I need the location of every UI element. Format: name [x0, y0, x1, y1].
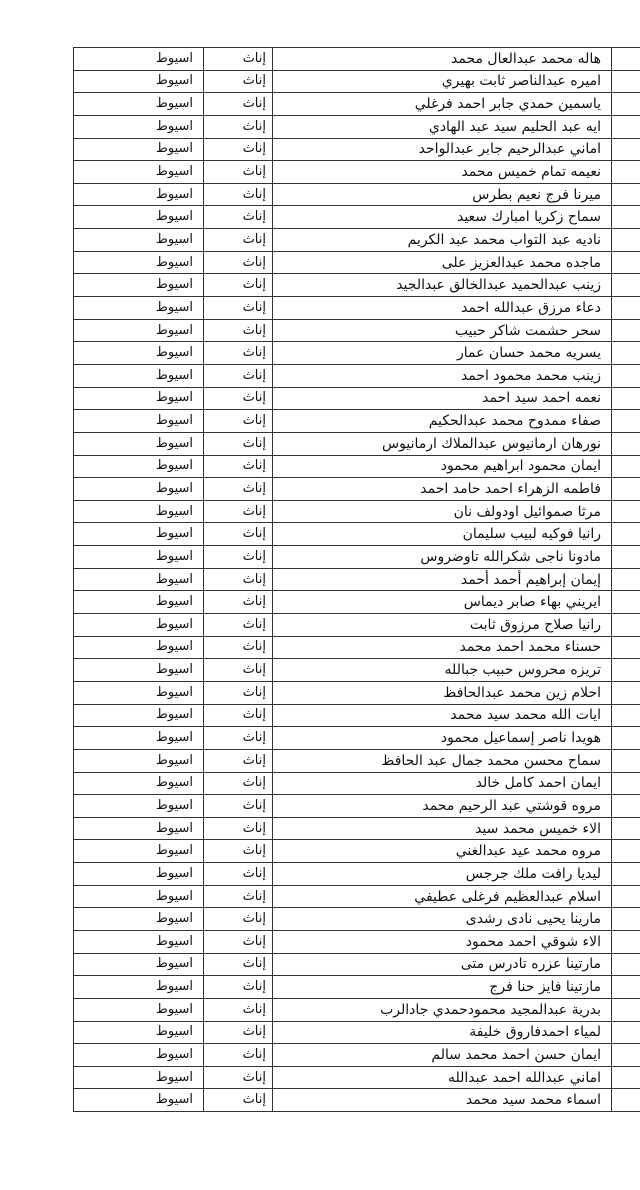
table-row: [74, 727, 640, 750]
city-cell: اسيوط: [74, 1066, 204, 1089]
empty-cell: [612, 704, 640, 727]
table-row: [74, 319, 640, 342]
name-cell: صفاء ممدوح محمد عبدالحكيم: [273, 410, 612, 433]
empty-cell: [612, 727, 640, 750]
city-cell: اسيوط: [74, 523, 204, 546]
table-row: [74, 817, 640, 840]
records-table-body: [74, 48, 640, 1112]
table-row: [74, 885, 640, 908]
name-cell: لمياء احمدفاروق خليفة: [273, 1021, 612, 1044]
city-cell: اسيوط: [74, 976, 204, 999]
gender-cell: إناث: [204, 614, 273, 637]
name-cell: نعمه احمد سيد احمد: [273, 387, 612, 410]
table-row: [74, 840, 640, 863]
gender-cell: إناث: [204, 115, 273, 138]
city-cell: اسيوط: [74, 342, 204, 365]
table-row: [74, 863, 640, 886]
table-row: [74, 478, 640, 501]
gender-cell: إناث: [204, 229, 273, 252]
empty-cell: [612, 772, 640, 795]
gender-cell: إناث: [204, 1066, 273, 1089]
city-cell: اسيوط: [74, 749, 204, 772]
gender-cell: إناث: [204, 161, 273, 184]
city-cell: اسيوط: [74, 953, 204, 976]
name-cell: مادونا ناجى شكرالله تاوضروس: [273, 546, 612, 569]
empty-cell: [612, 229, 640, 252]
gender-cell: إناث: [204, 500, 273, 523]
gender-cell: إناث: [204, 863, 273, 886]
table-row: [74, 953, 640, 976]
name-cell: رانيا صلاح مرزوق ثابت: [273, 614, 612, 637]
table-row: [74, 659, 640, 682]
city-cell: اسيوط: [74, 568, 204, 591]
empty-cell: [612, 568, 640, 591]
city-cell: اسيوط: [74, 93, 204, 116]
city-cell: اسيوط: [74, 614, 204, 637]
empty-cell: [612, 885, 640, 908]
table-row: [74, 342, 640, 365]
city-cell: اسيوط: [74, 70, 204, 93]
table-row: [74, 297, 640, 320]
table-row: [74, 70, 640, 93]
gender-cell: إناث: [204, 885, 273, 908]
gender-cell: إناث: [204, 681, 273, 704]
table-row: [74, 115, 640, 138]
table-row: [74, 251, 640, 274]
empty-cell: [612, 591, 640, 614]
city-cell: اسيوط: [74, 229, 204, 252]
gender-cell: إناث: [204, 772, 273, 795]
table-row: [74, 93, 640, 116]
empty-cell: [612, 953, 640, 976]
city-cell: اسيوط: [74, 500, 204, 523]
city-cell: اسيوط: [74, 319, 204, 342]
empty-cell: [612, 274, 640, 297]
gender-cell: إناث: [204, 70, 273, 93]
empty-cell: [612, 1021, 640, 1044]
empty-cell: [612, 319, 640, 342]
city-cell: اسيوط: [74, 161, 204, 184]
gender-cell: إناث: [204, 319, 273, 342]
empty-cell: [612, 70, 640, 93]
name-cell: اماني عبدالله احمد عبدالله: [273, 1066, 612, 1089]
empty-cell: [612, 749, 640, 772]
gender-cell: إناث: [204, 297, 273, 320]
city-cell: اسيوط: [74, 206, 204, 229]
table-row: [74, 546, 640, 569]
name-cell: ايات الله محمد سيد محمد: [273, 704, 612, 727]
gender-cell: إناث: [204, 998, 273, 1021]
name-cell: اسماء محمد سيد محمد: [273, 1089, 612, 1112]
table-row: [74, 998, 640, 1021]
empty-cell: [612, 342, 640, 365]
city-cell: اسيوط: [74, 251, 204, 274]
table-row: [74, 1089, 640, 1112]
name-cell: ايمان محمود ابراهيم محمود: [273, 455, 612, 478]
name-cell: فاطمه الزهراء احمد حامد احمد: [273, 478, 612, 501]
table-row: [74, 614, 640, 637]
empty-cell: [612, 976, 640, 999]
city-cell: اسيوط: [74, 138, 204, 161]
name-cell: هاله محمد عبدالعال محمد: [273, 48, 612, 71]
city-cell: اسيوط: [74, 455, 204, 478]
name-cell: ماجده محمد عبدالعزيز على: [273, 251, 612, 274]
empty-cell: [612, 93, 640, 116]
table-row: [74, 183, 640, 206]
gender-cell: إناث: [204, 432, 273, 455]
city-cell: اسيوط: [74, 1089, 204, 1112]
name-cell: ايريني بهاء صابر ديماس: [273, 591, 612, 614]
gender-cell: إناث: [204, 251, 273, 274]
gender-cell: إناث: [204, 817, 273, 840]
table-row: [74, 1066, 640, 1089]
table-row: [74, 364, 640, 387]
table-row: [74, 229, 640, 252]
table-row: [74, 1021, 640, 1044]
gender-cell: إناث: [204, 795, 273, 818]
city-cell: اسيوط: [74, 115, 204, 138]
name-cell: زينب محمد محمود احمد: [273, 364, 612, 387]
table-row: [74, 795, 640, 818]
gender-cell: إناث: [204, 364, 273, 387]
empty-cell: [612, 115, 640, 138]
gender-cell: إناث: [204, 930, 273, 953]
table-row: [74, 410, 640, 433]
name-cell: نورهان ارمانيوس عبدالملاك ارمانيوس: [273, 432, 612, 455]
gender-cell: إناث: [204, 410, 273, 433]
table-row: [74, 432, 640, 455]
name-cell: ايمان احمد كامل خالد: [273, 772, 612, 795]
table-row: [74, 1044, 640, 1067]
gender-cell: إناث: [204, 206, 273, 229]
name-cell: ميرنا فرج نعيم بطرس: [273, 183, 612, 206]
table-row: [74, 455, 640, 478]
table-row: [74, 976, 640, 999]
empty-cell: [612, 930, 640, 953]
empty-cell: [612, 1044, 640, 1067]
empty-cell: [612, 387, 640, 410]
city-cell: اسيوط: [74, 681, 204, 704]
empty-cell: [612, 908, 640, 931]
empty-cell: [612, 161, 640, 184]
empty-cell: [612, 998, 640, 1021]
empty-cell: [612, 795, 640, 818]
empty-cell: [612, 478, 640, 501]
name-cell: اسلام عبدالعظيم فرغلى عطيفي: [273, 885, 612, 908]
gender-cell: إناث: [204, 953, 273, 976]
table-row: [74, 636, 640, 659]
name-cell: ناديه عبد التواب محمد عبد الكريم: [273, 229, 612, 252]
empty-cell: [612, 183, 640, 206]
gender-cell: إناث: [204, 840, 273, 863]
city-cell: اسيوط: [74, 863, 204, 886]
gender-cell: إناث: [204, 546, 273, 569]
gender-cell: إناث: [204, 478, 273, 501]
name-cell: تريزه محروس حبيب جبالله: [273, 659, 612, 682]
table-row: [74, 908, 640, 931]
gender-cell: إناث: [204, 659, 273, 682]
city-cell: اسيوط: [74, 636, 204, 659]
gender-cell: إناث: [204, 908, 273, 931]
city-cell: اسيوط: [74, 659, 204, 682]
name-cell: مروه قوشتي عبد الرحيم محمد: [273, 795, 612, 818]
table-row: [74, 930, 640, 953]
city-cell: اسيوط: [74, 772, 204, 795]
table-row: [74, 138, 640, 161]
empty-cell: [612, 500, 640, 523]
name-cell: هويدا ناصر إسماعيل محمود: [273, 727, 612, 750]
table-row: [74, 500, 640, 523]
name-cell: ليديا رافت ملك جرجس: [273, 863, 612, 886]
city-cell: اسيوط: [74, 998, 204, 1021]
gender-cell: إناث: [204, 704, 273, 727]
name-cell: بدرية عبدالمجيد محمودحمدي جادالرب: [273, 998, 612, 1021]
city-cell: اسيوط: [74, 387, 204, 410]
city-cell: اسيوط: [74, 817, 204, 840]
gender-cell: إناث: [204, 48, 273, 71]
name-cell: إيمان إبراهيم أحمد أحمد: [273, 568, 612, 591]
gender-cell: إناث: [204, 568, 273, 591]
empty-cell: [612, 410, 640, 433]
gender-cell: إناث: [204, 1044, 273, 1067]
empty-cell: [612, 681, 640, 704]
table-row: [74, 591, 640, 614]
gender-cell: إناث: [204, 523, 273, 546]
city-cell: اسيوط: [74, 183, 204, 206]
gender-cell: إناث: [204, 591, 273, 614]
city-cell: اسيوط: [74, 1021, 204, 1044]
gender-cell: إناث: [204, 93, 273, 116]
name-cell: اماني عبدالرحيم جابر عبدالواحد: [273, 138, 612, 161]
empty-cell: [612, 523, 640, 546]
name-cell: ايمان حسن احمد محمد سالم: [273, 1044, 612, 1067]
gender-cell: إناث: [204, 274, 273, 297]
gender-cell: إناث: [204, 183, 273, 206]
empty-cell: [612, 1066, 640, 1089]
name-cell: ايه عبد الحليم سيد عبد الهادي: [273, 115, 612, 138]
gender-cell: إناث: [204, 342, 273, 365]
gender-cell: إناث: [204, 455, 273, 478]
name-cell: دعاء مرزق عبدالله احمد: [273, 297, 612, 320]
gender-cell: إناث: [204, 1089, 273, 1112]
name-cell: حسناء محمد احمد محمد: [273, 636, 612, 659]
city-cell: اسيوط: [74, 48, 204, 71]
city-cell: اسيوط: [74, 795, 204, 818]
gender-cell: إناث: [204, 1021, 273, 1044]
city-cell: اسيوط: [74, 840, 204, 863]
city-cell: اسيوط: [74, 478, 204, 501]
empty-cell: [612, 138, 640, 161]
records-table: [73, 47, 640, 1112]
table-row: [74, 749, 640, 772]
name-cell: الاء شوقي احمد محمود: [273, 930, 612, 953]
empty-cell: [612, 364, 640, 387]
name-cell: مارينا يحيى نادى رشدى: [273, 908, 612, 931]
city-cell: اسيوط: [74, 727, 204, 750]
city-cell: اسيوط: [74, 908, 204, 931]
table-row: [74, 48, 640, 71]
empty-cell: [612, 432, 640, 455]
city-cell: اسيوط: [74, 885, 204, 908]
empty-cell: [612, 546, 640, 569]
city-cell: اسيوط: [74, 704, 204, 727]
name-cell: سماح محسن محمد جمال عبد الحافظ: [273, 749, 612, 772]
table-row: [74, 387, 640, 410]
empty-cell: [612, 297, 640, 320]
gender-cell: إناث: [204, 727, 273, 750]
empty-cell: [612, 614, 640, 637]
city-cell: اسيوط: [74, 1044, 204, 1067]
name-cell: مرثا صموائيل اودولف نان: [273, 500, 612, 523]
name-cell: سماح زكريا امبارك سعيد: [273, 206, 612, 229]
table-row: [74, 772, 640, 795]
name-cell: الاء خميس محمد سيد: [273, 817, 612, 840]
gender-cell: إناث: [204, 138, 273, 161]
table-row: [74, 568, 640, 591]
empty-cell: [612, 1089, 640, 1112]
city-cell: اسيوط: [74, 546, 204, 569]
empty-cell: [612, 251, 640, 274]
city-cell: اسيوط: [74, 364, 204, 387]
city-cell: اسيوط: [74, 591, 204, 614]
gender-cell: إناث: [204, 749, 273, 772]
empty-cell: [612, 206, 640, 229]
empty-cell: [612, 659, 640, 682]
name-cell: سحر حشمت شاكر حبيب: [273, 319, 612, 342]
city-cell: اسيوط: [74, 297, 204, 320]
city-cell: اسيوط: [74, 410, 204, 433]
empty-cell: [612, 48, 640, 71]
empty-cell: [612, 840, 640, 863]
name-cell: مارتينا عزره تادرس متى: [273, 953, 612, 976]
name-cell: مارتينا فايز حنا فرج: [273, 976, 612, 999]
table-row: [74, 523, 640, 546]
name-cell: احلام زين محمد عبدالحافظ: [273, 681, 612, 704]
name-cell: اميره عبدالناصر ثابت بهيري: [273, 70, 612, 93]
table-row: [74, 681, 640, 704]
table-row: [74, 161, 640, 184]
name-cell: مروه محمد عيد عبدالغني: [273, 840, 612, 863]
name-cell: رانيا فوكيه لبيب سليمان: [273, 523, 612, 546]
name-cell: زينب عبدالحميد عبدالخالق عبدالجيد: [273, 274, 612, 297]
table-row: [74, 704, 640, 727]
empty-cell: [612, 636, 640, 659]
name-cell: يسريه محمد حسان عمار: [273, 342, 612, 365]
city-cell: اسيوط: [74, 930, 204, 953]
city-cell: اسيوط: [74, 432, 204, 455]
table-row: [74, 206, 640, 229]
name-cell: ياسمين حمدي جابر احمد فرغلي: [273, 93, 612, 116]
gender-cell: إناث: [204, 636, 273, 659]
name-cell: نعيمه تمام خميس محمد: [273, 161, 612, 184]
gender-cell: إناث: [204, 976, 273, 999]
empty-cell: [612, 455, 640, 478]
table-row: [74, 274, 640, 297]
city-cell: اسيوط: [74, 274, 204, 297]
gender-cell: إناث: [204, 387, 273, 410]
empty-cell: [612, 817, 640, 840]
empty-cell: [612, 863, 640, 886]
